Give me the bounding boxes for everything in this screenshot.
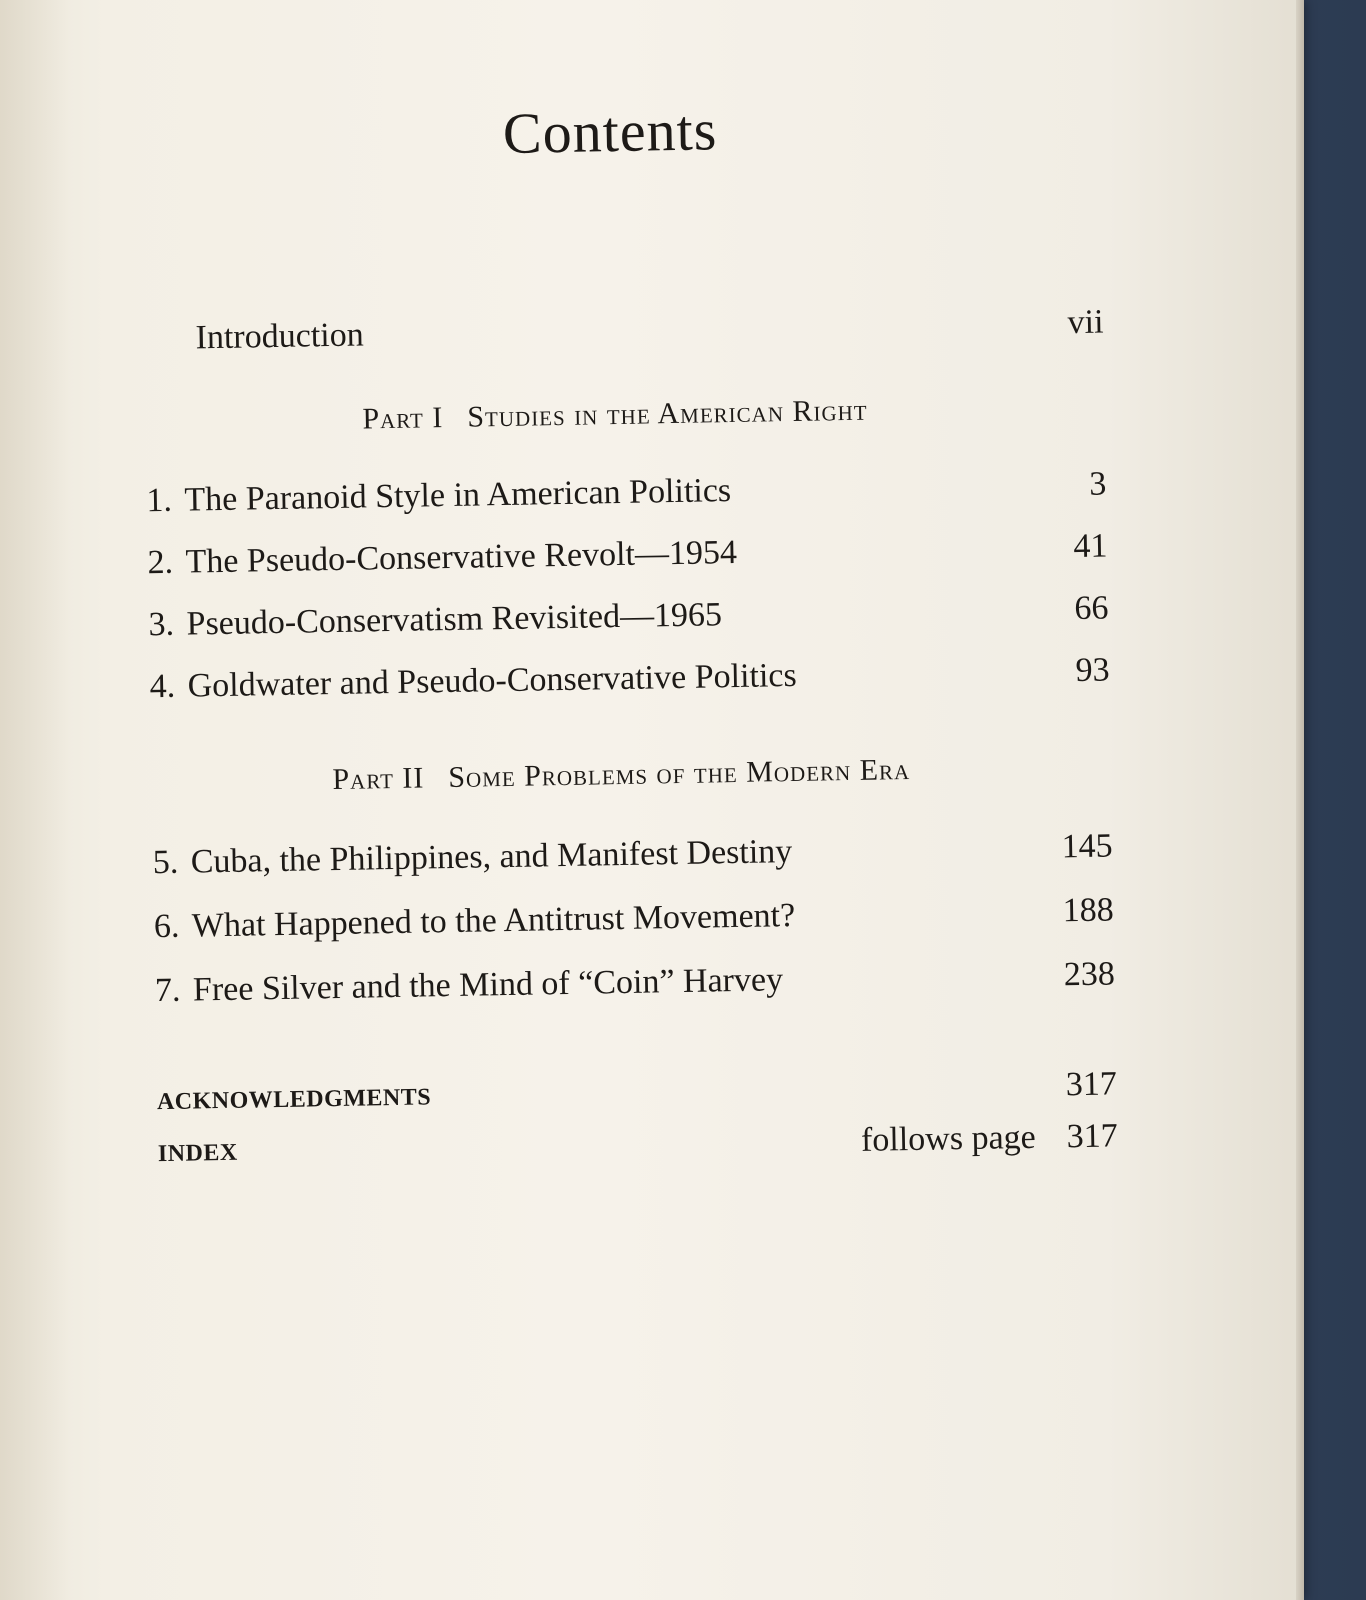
entry-title: Pseudo-Conservatism Revisited—1965 xyxy=(186,596,723,643)
toc-entry xyxy=(149,651,1110,712)
toc-entry xyxy=(154,891,1115,952)
entry-number: 1. xyxy=(146,481,173,520)
entry-title: Free Silver and the Mind of “Coin” Harvey xyxy=(192,961,784,1009)
entry-number: 3. xyxy=(148,605,175,644)
entry-number: 2. xyxy=(147,543,174,582)
entry-page: 145 xyxy=(1061,827,1113,866)
entry-title: Cuba, the Philippines, and Manifest Destiny xyxy=(190,833,793,881)
entry-title: The Paranoid Style in American Politics xyxy=(184,472,732,519)
back-matter-acknowledgments xyxy=(157,1063,1118,1120)
entry-page: 41 xyxy=(1073,527,1108,566)
entry-title: What Happened to the Antitrust Movement? xyxy=(191,896,796,945)
entry-page: vii xyxy=(1067,303,1104,342)
entry-title: ACKNOWLEDGMENTS xyxy=(156,1084,432,1116)
toc-entry-introduction xyxy=(143,304,1104,365)
part-heading-2 xyxy=(1,747,1241,803)
entry-number: 6. xyxy=(153,907,180,946)
page-title: Contents xyxy=(502,97,718,166)
entry-title: Goldwater and Pseudo-Conservative Politics xyxy=(187,656,797,705)
entry-prefix: follows page xyxy=(860,1118,1037,1159)
toc-entry xyxy=(155,955,1116,1016)
part-label: Part I xyxy=(362,401,444,436)
entry-page: 3 xyxy=(1088,465,1107,503)
entry-page: 317 xyxy=(1065,1065,1118,1104)
entry-page: 317 xyxy=(1066,1117,1119,1156)
part-label: Part II xyxy=(332,761,425,797)
entry-number: 5. xyxy=(152,843,179,882)
entry-title: INDEX xyxy=(157,1139,238,1168)
entry-number: 4. xyxy=(149,667,176,706)
back-matter-index xyxy=(157,1115,1118,1172)
part-title: Studies in the American Right xyxy=(467,393,868,434)
toc-entry xyxy=(152,827,1113,888)
entry-title: Introduction xyxy=(195,316,364,357)
toc-entry xyxy=(146,465,1107,526)
toc-entry xyxy=(147,527,1108,588)
entry-number: 7. xyxy=(154,971,181,1010)
entry-title: The Pseudo-Conservative Revolt—1954 xyxy=(185,533,738,581)
entry-page: 238 xyxy=(1063,955,1116,994)
entry-page: 66 xyxy=(1074,589,1109,628)
entry-page: 188 xyxy=(1062,891,1115,930)
part-heading-1 xyxy=(0,387,1235,443)
toc-entry xyxy=(148,589,1109,650)
entry-page: 93 xyxy=(1075,651,1110,690)
part-title: Some Problems of the Modern Era xyxy=(448,752,911,795)
